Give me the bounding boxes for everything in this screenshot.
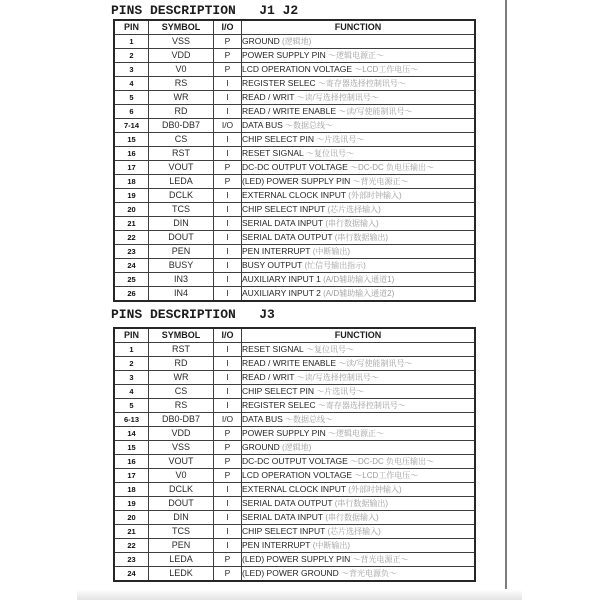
symbol-cell: LEDK: [149, 567, 214, 582]
function-chinese-text: (芯片选择输入): [325, 205, 381, 214]
function-cell: [242, 427, 476, 441]
pin-cell: 19: [114, 497, 149, 511]
symbol-cell: RD: [149, 357, 214, 371]
symbol-cell: TCS: [149, 203, 214, 217]
function-english-text: READ / WRIT: [242, 92, 295, 102]
pin-cell: 3: [114, 371, 149, 385]
function-english-text: POWER SUPPLY PIN: [242, 50, 326, 60]
io-cell: P: [214, 553, 242, 567]
table-row: [114, 189, 475, 203]
io-cell: I: [214, 399, 242, 413]
function-cell: [242, 553, 476, 567]
symbol-cell: DOUT: [149, 497, 214, 511]
symbol-cell: BUSY: [149, 259, 214, 273]
function-english-text: REGISTER SELEC: [242, 400, 316, 410]
pin-cell: 19: [114, 189, 149, 203]
table-row: [114, 469, 475, 483]
table-row: [114, 147, 475, 161]
io-cell: I: [214, 287, 242, 302]
function-cell: [242, 105, 476, 119]
function-chinese-text: ～背光电源负～: [338, 569, 398, 578]
table-row: [114, 287, 475, 302]
symbol-cell: DCLK: [149, 483, 214, 497]
symbol-cell: DIN: [149, 511, 214, 525]
function-english-text: DC-DC OUTPUT VOLTAGE: [242, 162, 348, 172]
pin-cell: 4: [114, 77, 149, 91]
io-cell: I: [214, 497, 242, 511]
io-cell: I: [214, 357, 242, 371]
function-english-text: GROUND: [242, 36, 280, 46]
pin-cell: 15: [114, 441, 149, 455]
symbol-cell: DIN: [149, 217, 214, 231]
io-cell: I: [214, 189, 242, 203]
column-header-function: FUNCTION: [242, 20, 476, 35]
table-row: [114, 483, 475, 497]
function-cell: [242, 231, 476, 245]
pin-cell: 6: [114, 105, 149, 119]
function-cell: [242, 91, 476, 105]
function-cell: [242, 441, 476, 455]
symbol-cell: V0: [149, 469, 214, 483]
function-cell: [242, 469, 476, 483]
function-english-text: CHIP SELECT INPUT: [242, 526, 326, 536]
pin-cell: 18: [114, 175, 149, 189]
function-english-text: PEN INTERRUPT: [242, 246, 311, 256]
function-chinese-text: ～读/写选择控制讯号～: [294, 373, 379, 382]
symbol-cell: LEDA: [149, 175, 214, 189]
table-title-j1j2: PINS DESCRIPTION J1 J2: [111, 3, 299, 18]
io-cell: I: [214, 245, 242, 259]
function-chinese-text: (外部时钟输入): [346, 485, 402, 494]
symbol-cell: RD: [149, 105, 214, 119]
function-chinese-text: (逻辑地): [279, 443, 312, 452]
function-cell: [242, 371, 476, 385]
function-cell: [242, 539, 476, 553]
function-chinese-text: ～背光电源正～: [350, 555, 409, 564]
column-header-pin: PIN: [114, 328, 149, 343]
io-cell: P: [214, 35, 242, 49]
function-chinese-text: ～复位讯号～: [303, 149, 354, 158]
symbol-cell: VDD: [149, 49, 214, 63]
pin-cell: 22: [114, 231, 149, 245]
function-cell: [242, 203, 476, 217]
io-cell: I: [214, 133, 242, 147]
table-row: [114, 343, 475, 357]
pin-cell: 24: [114, 259, 149, 273]
symbol-cell: VOUT: [149, 455, 214, 469]
table-row: [114, 371, 475, 385]
function-cell: [242, 273, 476, 287]
function-chinese-text: ～片选讯号～: [313, 387, 365, 396]
function-english-text: READ / WRITE ENABLE: [242, 106, 336, 116]
io-cell: I: [214, 273, 242, 287]
function-chinese-text: ～背光电源正～: [350, 177, 409, 186]
function-chinese-text: (逻辑地): [279, 37, 312, 46]
function-english-text: (LED) POWER SUPPLY PIN: [242, 176, 351, 186]
io-cell: P: [214, 161, 242, 175]
function-chinese-text: ～读/写使能制讯号～: [336, 359, 413, 368]
function-english-text: (LED) POWER SUPPLY PIN: [242, 554, 351, 564]
pin-cell: 2: [114, 357, 149, 371]
pin-cell: 23: [114, 245, 149, 259]
function-english-text: AUXILIARY INPUT 2: [242, 288, 321, 298]
pin-cell: 25: [114, 273, 149, 287]
table-row: [114, 77, 475, 91]
io-cell: P: [214, 455, 242, 469]
function-cell: [242, 49, 476, 63]
table-row: [114, 441, 475, 455]
pin-cell: 17: [114, 469, 149, 483]
function-english-text: READ / WRIT: [242, 372, 295, 382]
io-cell: P: [214, 567, 242, 582]
function-english-text: RESET SIGNAL: [242, 148, 304, 158]
function-chinese-text: (串行数据输入): [323, 219, 379, 228]
function-english-text: AUXILIARY INPUT 1: [242, 274, 321, 284]
function-english-text: (LED) POWER GROUND: [242, 568, 339, 578]
function-cell: [242, 175, 476, 189]
function-chinese-text: ～读/写选择控制讯号～: [294, 93, 379, 102]
table-row: [114, 525, 475, 539]
pin-cell: 26: [114, 287, 149, 302]
function-english-text: CHIP SELECT PIN: [242, 134, 314, 144]
pin-cell: 24: [114, 567, 149, 582]
function-chinese-text: (串行数据输出): [332, 233, 389, 242]
pin-cell: 6-13: [114, 413, 149, 427]
function-cell: [242, 343, 476, 357]
symbol-cell: DB0-DB7: [149, 119, 214, 133]
pin-cell: 22: [114, 539, 149, 553]
pin-cell: 16: [114, 147, 149, 161]
function-cell: [242, 413, 476, 427]
io-cell: P: [214, 63, 242, 77]
function-cell: [242, 567, 476, 582]
table-row: [114, 231, 475, 245]
table-row: [114, 35, 475, 49]
table-row: [114, 427, 475, 441]
function-english-text: CHIP SELECT INPUT: [242, 204, 326, 214]
function-chinese-text: ～逻辑电源正～: [325, 429, 384, 438]
io-cell: I: [214, 259, 242, 273]
function-cell: [242, 455, 476, 469]
function-cell: [242, 357, 476, 371]
column-header-io: I/O: [214, 20, 242, 35]
io-cell: I: [214, 203, 242, 217]
pin-cell: 15: [114, 133, 149, 147]
table-row: [114, 259, 475, 273]
function-cell: [242, 63, 476, 77]
io-cell: I: [214, 91, 242, 105]
table-row: [114, 567, 475, 582]
function-chinese-text: ～数据总线～: [282, 415, 334, 424]
function-chinese-text: (芯片选择输入): [325, 527, 381, 536]
table-row: [114, 245, 475, 259]
symbol-cell: DB0-DB7: [149, 413, 214, 427]
symbol-cell: CS: [149, 133, 214, 147]
function-english-text: LCD OPERATION VOLTAGE: [242, 470, 353, 480]
table-row: [114, 553, 475, 567]
symbol-cell: DOUT: [149, 231, 214, 245]
function-cell: [242, 189, 476, 203]
function-cell: [242, 511, 476, 525]
function-chinese-text: (A/D辅助输入通道2): [320, 289, 395, 298]
symbol-cell: RST: [149, 343, 214, 357]
symbol-cell: V0: [149, 63, 214, 77]
table-row: [114, 385, 475, 399]
pin-cell: 18: [114, 483, 149, 497]
function-cell: [242, 147, 476, 161]
function-cell: [242, 161, 476, 175]
table-row: [114, 413, 475, 427]
io-cell: P: [214, 175, 242, 189]
function-cell: [242, 35, 476, 49]
io-cell: I: [214, 217, 242, 231]
pin-cell: 3: [114, 63, 149, 77]
table-row: [114, 539, 475, 553]
function-english-text: GROUND: [242, 442, 280, 452]
table-title-j3: PINS DESCRIPTION J3: [111, 307, 275, 322]
table-row: [114, 203, 475, 217]
function-english-text: DC-DC OUTPUT VOLTAGE: [242, 456, 348, 466]
function-cell: [242, 399, 476, 413]
function-english-text: RESET SIGNAL: [242, 344, 304, 354]
function-chinese-text: (中断输出): [310, 247, 351, 256]
symbol-cell: IN3: [149, 273, 214, 287]
pins-table-j3: [113, 327, 476, 582]
function-chinese-text: (A/D辅助输入通道1): [320, 275, 395, 284]
function-english-text: CHIP SELECT PIN: [242, 386, 314, 396]
function-english-text: SERIAL DATA INPUT: [242, 512, 324, 522]
symbol-cell: TCS: [149, 525, 214, 539]
symbol-cell: WR: [149, 371, 214, 385]
io-cell: I: [214, 77, 242, 91]
pin-cell: 23: [114, 553, 149, 567]
symbol-cell: DCLK: [149, 189, 214, 203]
function-chinese-text: ～读/写使能制讯号～: [336, 107, 413, 116]
pin-cell: 5: [114, 91, 149, 105]
column-header-symbol: SYMBOL: [149, 328, 214, 343]
symbol-cell: IN4: [149, 287, 214, 302]
table-row: [114, 217, 475, 231]
pin-cell: 1: [114, 343, 149, 357]
function-cell: [242, 133, 476, 147]
page-edge-divider: [505, 0, 507, 590]
io-cell: I: [214, 511, 242, 525]
function-chinese-text: ～数据总线～: [282, 121, 334, 130]
io-cell: I: [214, 231, 242, 245]
symbol-cell: PEN: [149, 539, 214, 553]
io-cell: I: [214, 105, 242, 119]
pin-cell: 5: [114, 399, 149, 413]
function-english-text: SERIAL DATA OUTPUT: [242, 498, 333, 508]
io-cell: P: [214, 49, 242, 63]
pin-cell: 2: [114, 49, 149, 63]
pin-cell: 21: [114, 217, 149, 231]
symbol-cell: RS: [149, 399, 214, 413]
symbol-cell: VOUT: [149, 161, 214, 175]
io-cell: I/O: [214, 413, 242, 427]
column-header-symbol: SYMBOL: [149, 20, 214, 35]
function-cell: [242, 385, 476, 399]
function-cell: [242, 287, 476, 302]
io-cell: I: [214, 539, 242, 553]
column-header-io: I/O: [214, 328, 242, 343]
symbol-cell: LEDA: [149, 553, 214, 567]
function-cell: [242, 245, 476, 259]
io-cell: I: [214, 525, 242, 539]
function-cell: [242, 525, 476, 539]
io-cell: I: [214, 483, 242, 497]
symbol-cell: WR: [149, 91, 214, 105]
pin-cell: 17: [114, 161, 149, 175]
function-chinese-text: ～逻辑电源正～: [325, 51, 384, 60]
function-english-text: DATA BUS: [242, 414, 283, 424]
function-english-text: READ / WRITE ENABLE: [242, 358, 336, 368]
table-row: [114, 49, 475, 63]
io-cell: I: [214, 147, 242, 161]
symbol-cell: RST: [149, 147, 214, 161]
function-cell: [242, 259, 476, 273]
symbol-cell: VSS: [149, 441, 214, 455]
symbol-cell: CS: [149, 385, 214, 399]
function-cell: [242, 217, 476, 231]
function-english-text: EXTERNAL CLOCK INPUT: [242, 190, 347, 200]
function-english-text: SERIAL DATA INPUT: [242, 218, 324, 228]
io-cell: P: [214, 441, 242, 455]
table-row: [114, 175, 475, 189]
horizontal-scrollbar[interactable]: [77, 589, 522, 600]
pin-cell: 4: [114, 385, 149, 399]
function-chinese-text: (忙信号输出指示): [302, 261, 366, 270]
pin-cell: 20: [114, 203, 149, 217]
function-chinese-text: ～DC-DC 负电压输出～: [347, 163, 435, 172]
table-row: [114, 455, 475, 469]
function-cell: [242, 483, 476, 497]
function-chinese-text: (串行数据输出): [332, 499, 389, 508]
table-row: [114, 273, 475, 287]
function-english-text: PEN INTERRUPT: [242, 540, 311, 550]
function-english-text: BUSY OUTPUT: [242, 260, 303, 270]
table-row: [114, 133, 475, 147]
function-chinese-text: (串行数据输入): [323, 513, 379, 522]
symbol-cell: VDD: [149, 427, 214, 441]
io-cell: P: [214, 427, 242, 441]
function-english-text: POWER SUPPLY PIN: [242, 428, 326, 438]
pin-cell: 1: [114, 35, 149, 49]
function-chinese-text: ～DC-DC 负电压输出～: [347, 457, 435, 466]
column-header-pin: PIN: [114, 20, 149, 35]
symbol-cell: RS: [149, 77, 214, 91]
table-row: [114, 119, 475, 133]
io-cell: I: [214, 385, 242, 399]
table-header-row: [114, 328, 475, 343]
io-cell: P: [214, 469, 242, 483]
symbol-cell: VSS: [149, 35, 214, 49]
pin-cell: 20: [114, 511, 149, 525]
function-chinese-text: ～片选讯号～: [313, 135, 365, 144]
pin-cell: 16: [114, 455, 149, 469]
function-english-text: SERIAL DATA OUTPUT: [242, 232, 333, 242]
pin-cell: 7-14: [114, 119, 149, 133]
function-chinese-text: ～LCD工作电压～: [352, 65, 419, 74]
symbol-cell: PEN: [149, 245, 214, 259]
function-english-text: DATA BUS: [242, 120, 283, 130]
io-cell: I: [214, 343, 242, 357]
function-chinese-text: ～LCD工作电压～: [352, 471, 419, 480]
pins-table-j1j2: [113, 19, 476, 302]
function-english-text: REGISTER SELEC: [242, 78, 316, 88]
function-chinese-text: (外部时钟输入): [346, 191, 402, 200]
function-cell: [242, 497, 476, 511]
function-cell: [242, 119, 476, 133]
function-chinese-text: ～寄存器选择控制讯号～: [315, 401, 406, 410]
column-header-function: FUNCTION: [242, 328, 476, 343]
function-chinese-text: (中断输出): [310, 541, 351, 550]
function-chinese-text: ～寄存器选择控制讯号～: [315, 79, 406, 88]
function-chinese-text: ～复位讯号～: [303, 345, 354, 354]
table-header-row: [114, 20, 475, 35]
io-cell: I: [214, 371, 242, 385]
table-row: [114, 91, 475, 105]
function-english-text: LCD OPERATION VOLTAGE: [242, 64, 353, 74]
table-row: [114, 105, 475, 119]
table-row: [114, 399, 475, 413]
table-row: [114, 511, 475, 525]
table-row: [114, 161, 475, 175]
function-cell: [242, 77, 476, 91]
pin-cell: 14: [114, 427, 149, 441]
io-cell: I/O: [214, 119, 242, 133]
pin-cell: 21: [114, 525, 149, 539]
table-row: [114, 357, 475, 371]
function-english-text: EXTERNAL CLOCK INPUT: [242, 484, 347, 494]
table-row: [114, 63, 475, 77]
table-row: [114, 497, 475, 511]
